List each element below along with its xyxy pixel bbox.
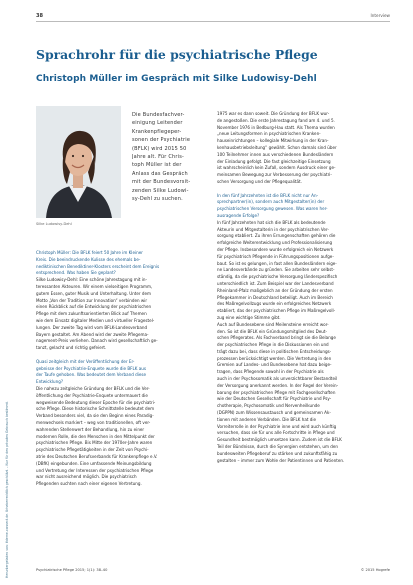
text-line: sorgung etabliert. Zu ihren Errungenschaften gehören die bbox=[217, 233, 336, 239]
text-line bbox=[217, 186, 390, 193]
text-line: Verband besonders viel, da sie den Beginn eines Paradig- bbox=[36, 413, 154, 419]
text-line: psychiatrischen Pflege. Bis Mitte der 1970er-Jahre waren bbox=[36, 440, 153, 446]
text-line: ausragende Erfolge? bbox=[217, 212, 260, 218]
text-line: Kreis. Die beeindruckende Kulisse des ehemals be- bbox=[36, 256, 141, 262]
text-line: des Maßregelvollzugs wurde ein erfolgreiches Netzwerk bbox=[217, 301, 332, 307]
text-line: Quasi zeitgleich mit der Veröffentlichung der Er- bbox=[36, 358, 135, 364]
text-line: Teil der Bündnisse, durch die Synergien entstehen, um den bbox=[217, 444, 338, 450]
text-line: (BFLK) wird 2015 50 bbox=[132, 145, 187, 152]
page-footer bbox=[36, 568, 390, 576]
text-line: wegweisende Bedeutung dieser Epoche für die psychiatri- bbox=[36, 399, 156, 405]
text-line: Bayern gestaltet. Am Abend wird der zweite Pflegema- bbox=[36, 331, 149, 337]
text-line: den. So ist die BFLK ein Gründungsmitglied des Deut- bbox=[217, 328, 327, 334]
text-line: toph Müller ist der bbox=[132, 162, 182, 169]
page-number: 38 bbox=[36, 13, 43, 19]
text-line: einigung Leitender bbox=[132, 120, 183, 127]
article-headline: Sprachrohr für die psychiatrische Pflege bbox=[36, 47, 318, 62]
text-line: Motto „Von der Tradition zur Innovation“ verbinden wir bbox=[36, 297, 148, 303]
text-line: Gremien auf Landes- und Bundesebene hat dazu beige- bbox=[217, 362, 332, 368]
text-line: psychiatrischen Versorgung gewesen. Was waren her- bbox=[217, 206, 328, 212]
text-line: Rheinland-Pfalz maßgeblich an der Gründung der ersten bbox=[217, 287, 333, 293]
text-line: psychiatrische Pflegetätigkeiten in der Zeit von Psychi- bbox=[36, 447, 149, 453]
text-line: der Taufe gehoben. Was bedeutet dem Verband diese bbox=[36, 372, 147, 378]
text-line bbox=[36, 352, 208, 359]
text-line: tragen, dass Pflegende sowohl in der Psychiatrie als bbox=[217, 369, 324, 375]
text-line: wie dem Einsatz digitaler Medien und virtueller Fragestel- bbox=[36, 317, 155, 323]
text-line: nagement-Preis verliehen. Danach wird gesellschaftlich ge- bbox=[36, 338, 158, 344]
text-line: 1975 war es dann soweit. Die Gründung der BFLK wur- bbox=[217, 111, 330, 116]
text-line: modernen Rolle, die den Menschen in den Mittelpunkt der bbox=[36, 433, 155, 439]
text-line: sprechpartner(in), sondern auch Mitgestalter(in) der bbox=[217, 199, 325, 205]
text-line: Pflegenden suchten nach einer eigenen Vertretung. bbox=[36, 481, 142, 487]
text-line: gestalten – immer zum Wohle der Patientinnen und Patienten. bbox=[217, 457, 345, 463]
text-line: gebnisse der Psychiatrie-Enquete wurde die BFLK aus bbox=[36, 365, 147, 371]
text-line: und Vertretung der Interessen der psychiatrischen Pflege bbox=[36, 467, 154, 473]
text-line: Gesundheit bestmöglich umsetzen kann. Zudem ist die BFLK bbox=[217, 437, 342, 443]
text-line: unterschiedlich ist. Zum Beispiel war der Landesverband bbox=[217, 280, 334, 286]
journal-citation: Psychiatrische Pflege 2015; 1(1): 38–40 bbox=[36, 568, 108, 572]
text-line: November 1976 in Bedburg-Hau statt. Als Thema wurden bbox=[217, 124, 335, 130]
text-line: bundesweiten Pflegeberuf zu stärken und zukunftsfähig zu bbox=[217, 450, 338, 456]
text-line: Auch auf Bundesebene sind Meilensteine erreicht wor- bbox=[217, 321, 329, 327]
text-line: Vorreiterrolle in der Psychiatrie inne und wird auch künftig bbox=[217, 423, 337, 429]
text-line: Die nahezu zeitgleiche Gründung der BFLK und die Ver- bbox=[36, 385, 150, 391]
portrait-illustration bbox=[36, 106, 121, 218]
text-line: hauseinrichtungen – kollegiale Mitwirkung in der Kran- bbox=[217, 138, 329, 144]
text-line: der psychiatrischen Pflege in die Diskussionen ein und bbox=[217, 342, 329, 348]
download-notice bbox=[3, 8, 11, 578]
text-line: 100 Teilnehmer innen aus verschiedenen Bundesländern bbox=[217, 151, 334, 157]
text-line: der Einladung gefolgt. Die fast gleichzeitige Einsetzung bbox=[217, 158, 331, 164]
text-line: wie der Deutschen Gesellschaft für Psychiatrie und Psy- bbox=[217, 396, 332, 402]
text-line: ne Landesverbände zu gründen. Sie arbeiten sehr selbst- bbox=[217, 267, 335, 273]
text-line: schen Versorgung und der Pflegequalität. bbox=[217, 178, 302, 184]
text-line: der Versorgung anerkannt werden. In der Regel der Verein- bbox=[217, 382, 339, 388]
text-line: versuchen, dass sie für uns alle Fortschritte in Pflege und bbox=[217, 430, 335, 436]
text-line: Krankenpflegeper- bbox=[132, 128, 182, 135]
text-line: „neue Leitungsformen in psychiatrischen Kranken- bbox=[217, 131, 321, 137]
text-line: Anlass das Gespräch bbox=[132, 170, 188, 177]
text-line: sche Pflege. Diese historische Schnittstelle bedeutet dem bbox=[36, 406, 155, 412]
text-line: zenden Silke Ludowi- bbox=[132, 187, 189, 194]
text-line: Entwicklung? bbox=[36, 379, 63, 385]
text-line: Akteurin und Mitgestalterin in der psychiatrischen Ver- bbox=[217, 226, 329, 232]
text-line: barung der psychiatrischen Pflege mit Fachgesellschaften bbox=[217, 389, 336, 395]
right-column-text bbox=[217, 111, 390, 563]
text-line: In den fünf Jahrzehnten ist die BFLK nicht nur An- bbox=[217, 192, 319, 198]
text-line: der Pflege. Insbesondere wurde erfolgreich ein Netzwerk bbox=[217, 246, 334, 252]
text-line: Silke Ludowisy-Dehl: Eine schöne Jahrestagung mit in- bbox=[36, 277, 147, 283]
text-line: schen Pflegerates. Als Fachverband bringt sie die Belange bbox=[217, 335, 336, 341]
text-line: ständig, da die psychiatrische Versorgung länderspezifisch bbox=[217, 274, 338, 280]
text-line: atrie des Deutschen Berufsverbands für Krankenpflege e.V. bbox=[36, 453, 158, 459]
text-line: menwechsels markiert – weg von traditionellen, oft ver- bbox=[36, 419, 151, 425]
text-line: gutem Essen, guter Musik und Unterhaltung. Unter dem bbox=[36, 290, 151, 296]
text-line: sy-Dehl zu suchen. bbox=[132, 196, 183, 203]
text-line: tionen mit anderen Verbänden. Die BFLK hat die bbox=[217, 416, 317, 422]
text-line: kenhausbetriebsleitung“ gewählt. Schon damals sind über bbox=[217, 144, 337, 150]
text-line: Jahre alt. Für Chris- bbox=[132, 154, 185, 161]
text-line: erfolgreiche Weiterentwicklung und Professionalisierung bbox=[217, 240, 333, 246]
text-line: Christoph Müller: Die BFLK feiert 50 Jahre im Kleiner bbox=[36, 250, 143, 255]
text-line: auch in der Psychosomatik als unverzichtbarer Bestandteil bbox=[217, 376, 338, 382]
copyright: © 2015 Hogrefe bbox=[360, 568, 390, 572]
text-line: zug eine wichtige Stimme gibt. bbox=[217, 314, 281, 320]
portrait-photo bbox=[36, 106, 121, 218]
page-header bbox=[36, 12, 390, 22]
text-line: mit der Bundesvorsit- bbox=[132, 179, 191, 186]
text-line: teressanten Akteuren. Wir einem vielseitigen Programm, bbox=[36, 283, 153, 289]
text-line: de angestoßen. Die erste Jahrestagung fand am 4. und 5. bbox=[217, 117, 335, 123]
text-line: trägt dazu bei, dass diese in politischen Entscheidungs- bbox=[217, 348, 332, 354]
text-line: ist wahrscheinlich kein Zufall, sondern Ausdruck einer ge- bbox=[217, 165, 336, 171]
text-line: öffentlichung der Psychiatrie-Enquete untermauert die bbox=[36, 392, 148, 398]
text-line: lungen. Der zweite Tag wird vom BFLK-Landesverband bbox=[36, 324, 148, 330]
text-line: meinsamen Bewegung zur Verbesserung der psychiatri- bbox=[217, 172, 332, 178]
text-line: (DBfK) eingebunden. Eine umfassende Meinungsbildung bbox=[36, 460, 152, 466]
text-line: wahrenden Stellenwert der Behandlung, hin zu einer bbox=[36, 426, 145, 432]
text-line: In fünf Jahrzehnten hat sich die BFLK als bedeutende bbox=[217, 219, 326, 225]
text-line: nediktinischen Benediktiner-Klosters erscheint dem Ereignis bbox=[36, 263, 160, 269]
text-line: sonen der Psychiatrie bbox=[132, 137, 191, 144]
lead-paragraph bbox=[132, 111, 212, 226]
text-line: Pflege mit dem zukunftsorientierten Blick auf Themen bbox=[36, 311, 147, 317]
text-line: prozessen berücksichtigt werden. Die Vertretung in den bbox=[217, 355, 332, 361]
section-label: Interview bbox=[370, 13, 390, 18]
text-line: einen Rückblick auf die Entwicklung der psychiatrischen bbox=[36, 304, 152, 310]
text-line: Die Bundesfachver- bbox=[132, 112, 185, 118]
text-line: entsprechend. Was haben Sie geplant? bbox=[36, 270, 116, 276]
photo-caption: Silke Ludowisy-Dehl bbox=[36, 222, 72, 226]
text-line: tanzt, gelacht und richtig gefeiert. bbox=[36, 345, 107, 351]
text-line: war nicht ausreichend möglich. Die psychiatrisch bbox=[36, 474, 137, 480]
text-line: für psychiatrisch Pflegende in Führungspositionen aufge- bbox=[217, 253, 334, 259]
text-line: Pflegekammer in Deutschland beteiligt. Auch im Bereich bbox=[217, 294, 333, 300]
left-column-text bbox=[36, 250, 208, 562]
article-subheadline: Christoph Müller im Gespräch mit Silke Ludowisy-Dehl bbox=[36, 74, 317, 84]
text-line: (DGPPN) zum Wissensaustausch und gemeinsamen Ak- bbox=[217, 410, 331, 416]
text-line: baut. So ist es gelungen, in fast allen Bundesländern eige- bbox=[217, 260, 337, 266]
text-line: etabliert, das der psychiatrischen Pflege im Maßregelvoll- bbox=[217, 308, 336, 314]
download-notice-text: Heruntergeladen von: thieme-connect.de. Urheberrechtlich geschützt. – Nur für den privaten Gebrauch bestimmt. bbox=[5, 401, 9, 578]
header-rule bbox=[36, 21, 390, 22]
text-line: chotherapie, Psychosomatik und Nervenheilkunde bbox=[217, 403, 320, 409]
